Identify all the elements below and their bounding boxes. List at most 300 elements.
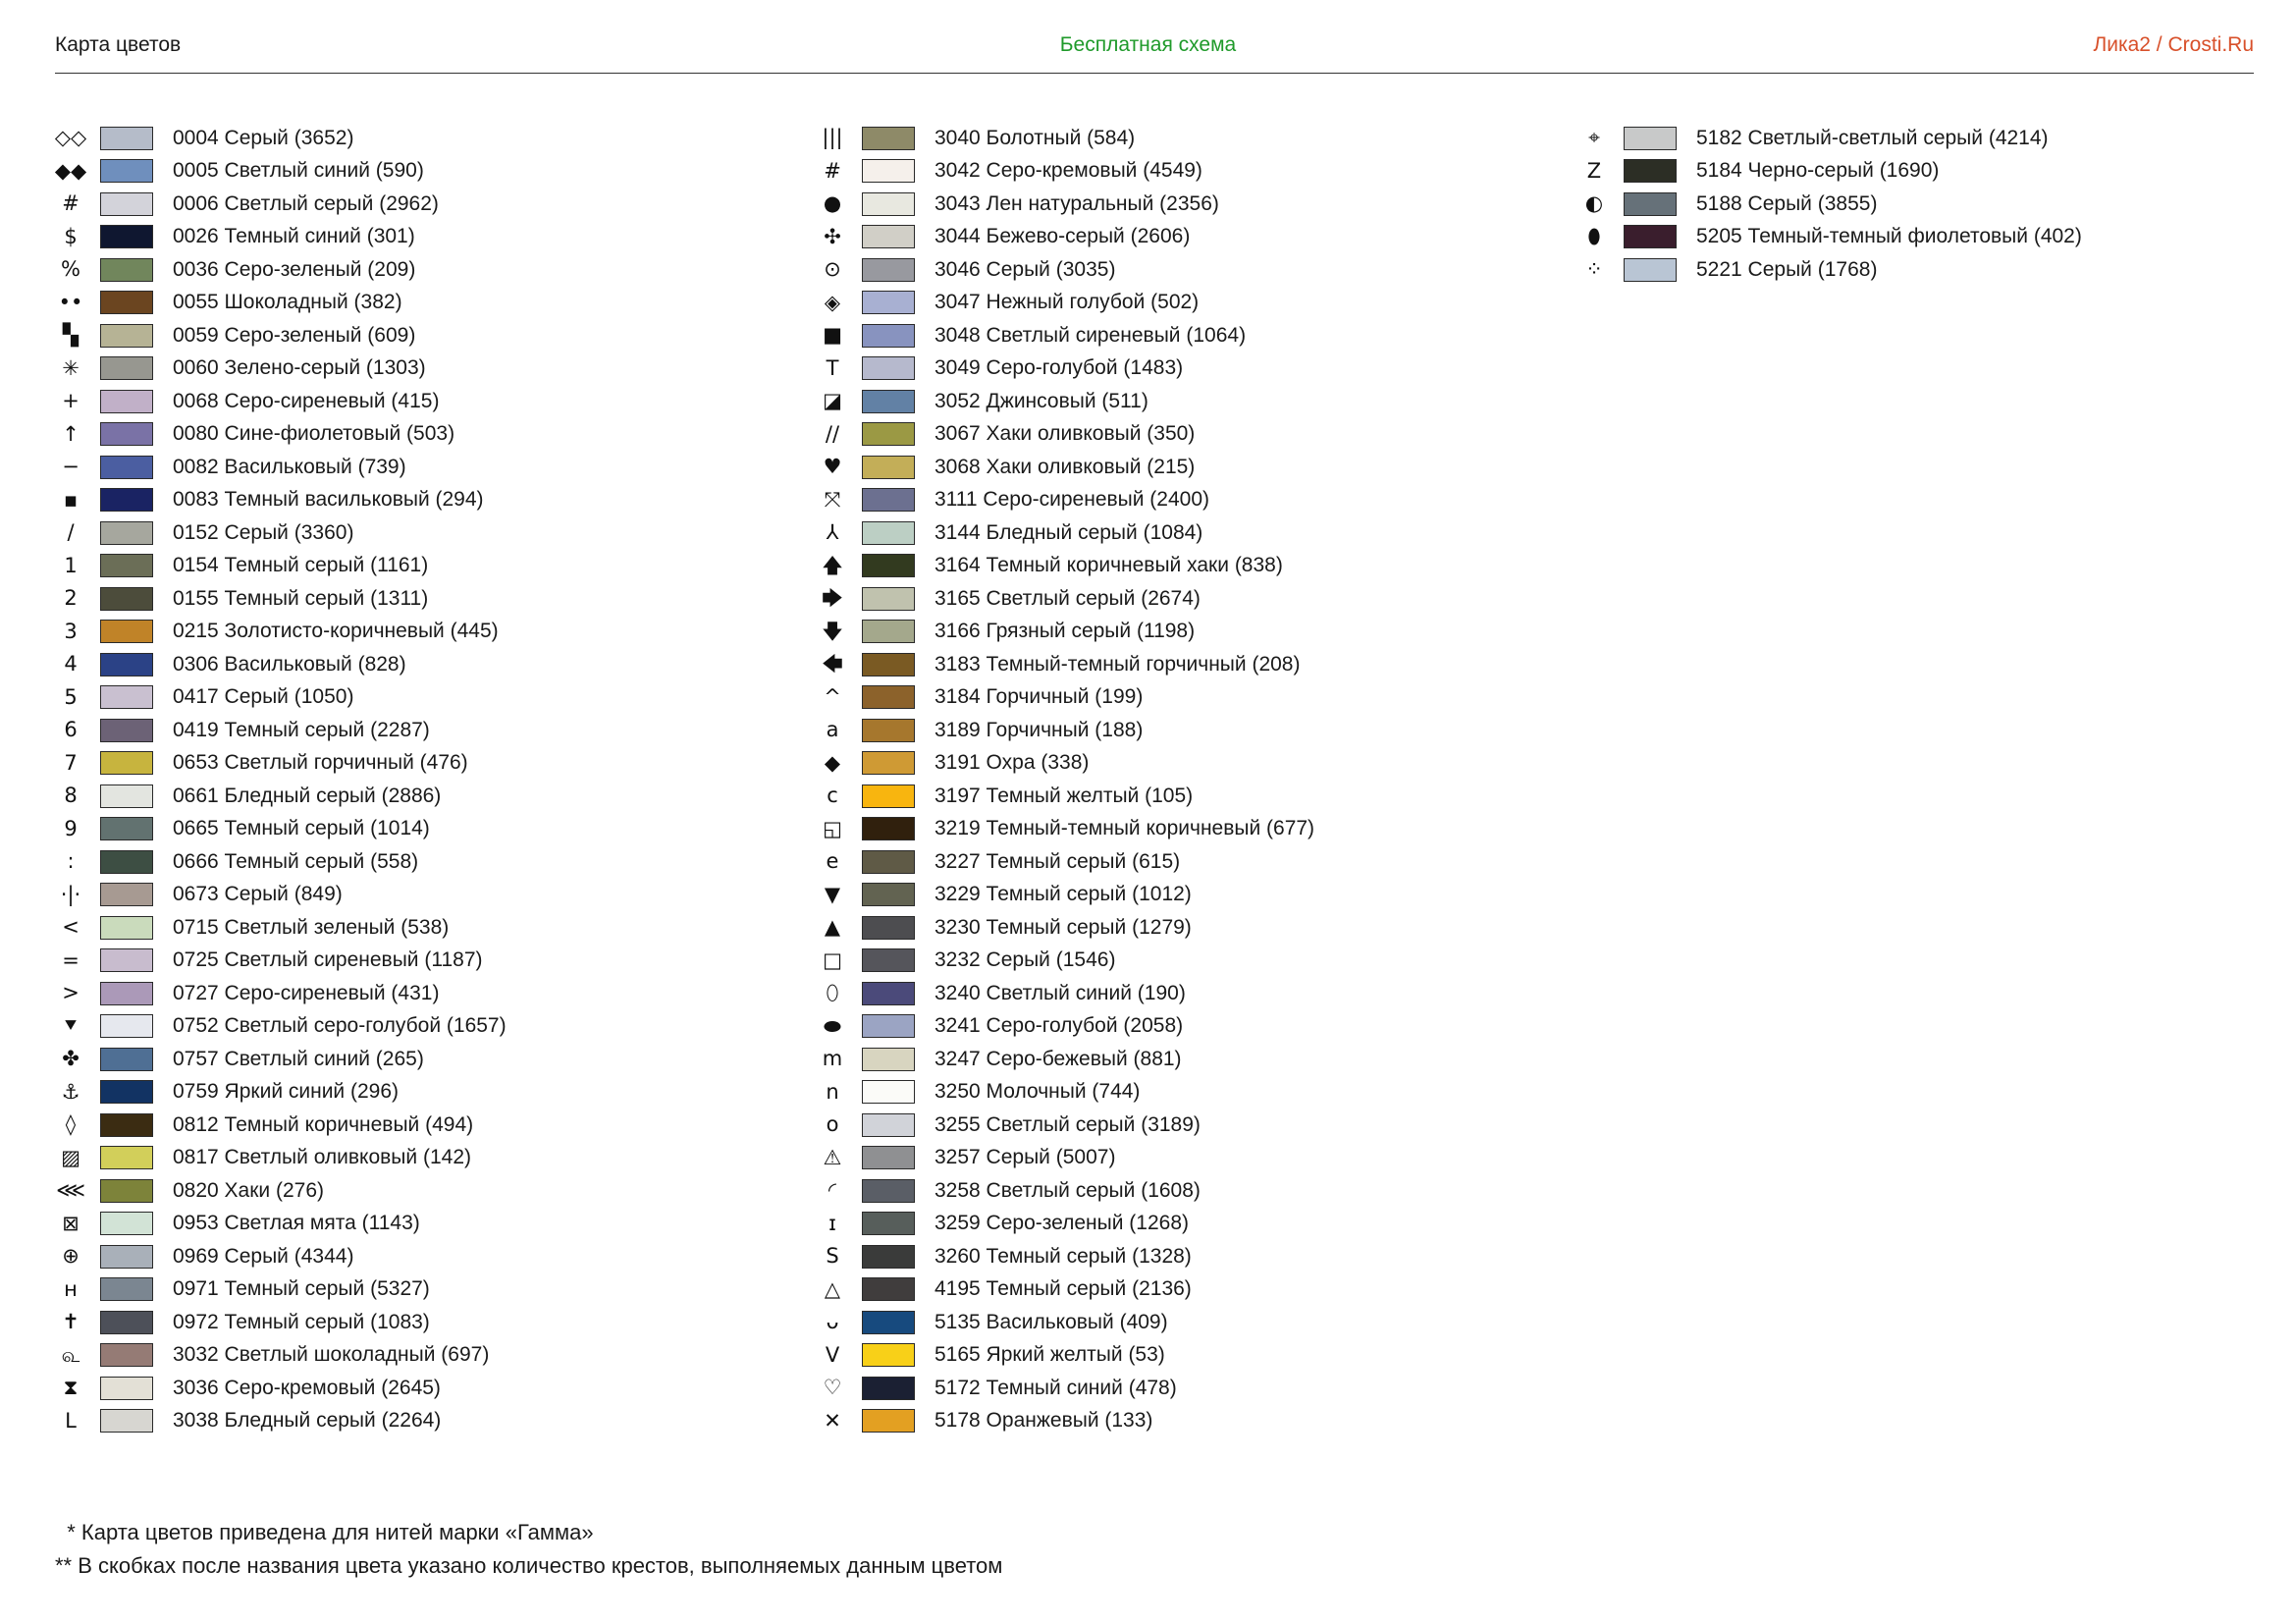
color-swatch: [862, 521, 915, 545]
stitch-symbol-icon: <: [62, 915, 80, 940]
color-label: 0953 Светлая мята (1143): [173, 1212, 420, 1235]
legend-row: [55, 845, 801, 879]
legend-row: [55, 813, 801, 846]
stitch-symbol-icon: ✳: [62, 355, 80, 380]
legend-row: [55, 747, 801, 781]
color-swatch: [100, 127, 153, 150]
legend-row: [817, 879, 1563, 912]
legend-row: [55, 253, 801, 287]
color-label: 3260 Темный серый (1328): [934, 1244, 1192, 1268]
color-label: 3040 Болотный (584): [934, 126, 1136, 149]
color-label: 3048 Светлый сиреневый (1064): [934, 323, 1247, 347]
legend-row: [817, 1273, 1563, 1307]
color-label: 0757 Светлый синий (265): [173, 1047, 424, 1070]
color-swatch: [100, 1179, 153, 1203]
color-swatch: [1624, 225, 1677, 248]
color-swatch: [862, 1179, 915, 1203]
stitch-symbol-icon: >: [62, 981, 80, 1005]
stitch-symbol-icon: ◆: [824, 750, 841, 775]
color-swatch: [100, 390, 153, 413]
stitch-symbol-icon: :: [67, 849, 75, 874]
stitch-symbol-icon: %: [61, 257, 80, 282]
color-label: 5165 Яркий желтый (53): [934, 1343, 1165, 1367]
legend-row: [817, 1142, 1563, 1175]
stitch-symbol-icon: ◈: [824, 290, 841, 314]
stitch-symbol-icon: ⬯: [826, 981, 839, 1005]
color-swatch: [100, 948, 153, 972]
color-label: 3232 Серый (1546): [934, 948, 1116, 972]
stitch-symbol-icon: ●: [823, 191, 842, 216]
legend-row: [817, 550, 1563, 583]
stitch-symbol-icon: Z: [1586, 158, 1602, 183]
color-label: 3044 Бежево-серый (2606): [934, 225, 1191, 248]
color-swatch: [862, 356, 915, 380]
color-label: 0083 Темный васильковый (294): [173, 488, 484, 512]
legend-row: [55, 418, 801, 452]
color-swatch: [100, 225, 153, 248]
stitch-symbol-icon: ✣: [824, 224, 841, 248]
color-swatch: [862, 587, 915, 611]
color-swatch: [100, 456, 153, 479]
stitch-symbol-icon: ▪: [63, 487, 79, 512]
legend-row: [817, 1306, 1563, 1339]
color-label: 0082 Васильковый (739): [173, 455, 406, 478]
color-label: 0665 Темный серый (1014): [173, 817, 430, 840]
legend-row: [55, 287, 801, 320]
footnote-1: * Карта цветов приведена для нитей марки «Гамма»: [55, 1520, 594, 1544]
color-label: 3068 Хаки оливковый (215): [934, 455, 1196, 478]
header-title: Карта цветов: [55, 33, 182, 56]
color-swatch: [862, 456, 915, 479]
stitch-symbol-icon: n: [826, 1079, 839, 1104]
stitch-symbol-icon: ◪: [823, 389, 842, 413]
legend-row: [817, 648, 1563, 681]
color-label: 3164 Темный коричневый хаки (838): [934, 554, 1283, 577]
color-label: 5188 Серый (3855): [1696, 191, 1878, 215]
stitch-symbol-icon: ⁘: [1585, 257, 1603, 282]
stitch-symbol-icon: |||: [822, 126, 843, 150]
color-swatch: [100, 258, 153, 282]
color-swatch: [862, 1245, 915, 1269]
legend-row: [817, 319, 1563, 352]
color-label: 0006 Светлый серый (2962): [173, 191, 439, 215]
legend-row: [817, 582, 1563, 616]
stitch-symbol-icon: o: [826, 1112, 839, 1137]
color-label: 0306 Васильковый (828): [173, 652, 406, 676]
color-column-2: [817, 122, 1563, 1437]
legend-row: [817, 418, 1563, 452]
legend-row: [55, 1174, 801, 1208]
color-swatch: [100, 1080, 153, 1104]
color-label: 0972 Темный серый (1083): [173, 1310, 430, 1333]
color-label: 5172 Темный синий (478): [934, 1376, 1177, 1399]
color-label: 3047 Нежный голубой (502): [934, 291, 1200, 314]
stitch-symbol-icon: ◜: [828, 1178, 837, 1203]
legend-row: [817, 1174, 1563, 1208]
legend-row: [55, 451, 801, 484]
stitch-symbol-icon: ◆◆: [54, 158, 87, 183]
color-swatch: [862, 225, 915, 248]
legend-row: [55, 714, 801, 747]
legend-row: [55, 1076, 801, 1109]
stitch-symbol-icon: ^: [824, 684, 841, 709]
color-swatch: [100, 1277, 153, 1301]
color-swatch: [862, 719, 915, 742]
legend-row: [55, 1010, 801, 1044]
legend-row: [817, 1339, 1563, 1373]
legend-row: [817, 681, 1563, 715]
legend-row: [55, 1339, 801, 1373]
color-label: 5221 Серый (1768): [1696, 257, 1878, 281]
color-swatch: [100, 620, 153, 643]
color-label: 3258 Светлый серый (1608): [934, 1178, 1201, 1202]
stitch-symbol-icon: 8: [64, 784, 78, 808]
stitch-symbol-icon: ⅄: [826, 520, 839, 545]
legend-row: [817, 1076, 1563, 1109]
legend-row: [817, 1372, 1563, 1405]
stitch-symbol-icon: △: [824, 1276, 841, 1301]
color-swatch: [100, 488, 153, 512]
stitch-symbol-icon: T: [826, 355, 839, 380]
color-label: 0812 Темный коричневый (494): [173, 1112, 474, 1136]
color-label: 3257 Серый (5007): [934, 1146, 1116, 1169]
color-label: 3197 Темный желтый (105): [934, 784, 1194, 807]
stitch-symbol-icon: ♡: [823, 1376, 842, 1400]
legend-row: [55, 911, 801, 945]
color-label: 0817 Светлый оливковый (142): [173, 1146, 471, 1169]
stitch-symbol-icon: +: [62, 389, 80, 413]
legend-row: [55, 1405, 801, 1438]
legend-row: [817, 451, 1563, 484]
legend-row: [55, 1142, 801, 1175]
color-swatch: [862, 685, 915, 709]
color-label: 3144 Бледный серый (1084): [934, 520, 1203, 544]
stitch-symbol-icon: 🡇: [822, 619, 843, 643]
legend-row: [817, 1240, 1563, 1273]
color-swatch: [100, 554, 153, 577]
color-swatch: [100, 883, 153, 906]
stitch-symbol-icon: ௳: [61, 1342, 80, 1367]
color-label: 0155 Темный серый (1311): [173, 586, 429, 610]
color-swatch: [862, 653, 915, 676]
color-label: 3241 Серо-голубой (2058): [934, 1014, 1184, 1038]
legend-row: [55, 352, 801, 386]
color-swatch: [862, 916, 915, 940]
color-label: 0759 Яркий синий (296): [173, 1080, 400, 1104]
color-label: 3036 Серо-кремовый (2645): [173, 1376, 441, 1399]
color-label: 5178 Оранжевый (133): [934, 1409, 1153, 1433]
stitch-symbol-icon: 9: [64, 816, 78, 840]
legend-row: [817, 122, 1563, 155]
color-label: 5182 Светлый-светлый серый (4214): [1696, 126, 2049, 149]
stitch-symbol-icon: ✕: [824, 1408, 841, 1433]
color-swatch: [100, 291, 153, 314]
legend-row: [817, 1208, 1563, 1241]
color-label: 5135 Васильковый (409): [934, 1310, 1168, 1333]
legend-row: [55, 977, 801, 1010]
color-swatch: [100, 850, 153, 874]
color-label: 0673 Серый (849): [173, 883, 343, 906]
stitch-symbol-icon: 7: [64, 750, 78, 775]
legend-row: [817, 945, 1563, 978]
color-label: 3032 Светлый шоколадный (697): [173, 1343, 490, 1367]
color-swatch: [862, 784, 915, 808]
stitch-symbol-icon: ✝: [62, 1310, 80, 1334]
color-label: 3042 Серо-кремовый (4549): [934, 159, 1202, 183]
stitch-symbol-icon: ⧗: [63, 1376, 79, 1400]
legend-row: [817, 1405, 1563, 1438]
legend-row: [817, 616, 1563, 649]
legend-row: [55, 122, 801, 155]
color-label: 3240 Светлый синий (190): [934, 981, 1186, 1004]
legend-row: [55, 1306, 801, 1339]
legend-row: [55, 516, 801, 550]
color-label: 0752 Светлый серо-голубой (1657): [173, 1014, 507, 1038]
stitch-symbol-icon: ♥: [823, 455, 842, 479]
color-label: 3247 Серо-бежевый (881): [934, 1047, 1182, 1070]
stitch-symbol-icon: ⬮: [1587, 224, 1601, 248]
footnotes: [55, 1516, 1002, 1583]
stitch-symbol-icon: 🡅: [822, 553, 843, 577]
color-swatch: [100, 1014, 153, 1038]
legend-row: [817, 977, 1563, 1010]
color-swatch: [862, 1277, 915, 1301]
color-swatch: [862, 982, 915, 1005]
color-label: 0152 Серый (3360): [173, 520, 354, 544]
stitch-symbol-icon: 3: [64, 619, 78, 643]
legend-row: [817, 287, 1563, 320]
color-swatch: [862, 159, 915, 183]
color-label: 3227 Темный серый (615): [934, 849, 1181, 873]
color-swatch: [862, 1212, 915, 1235]
legend-row: [55, 582, 801, 616]
stitch-symbol-icon: ⬬: [824, 1013, 841, 1038]
stitch-symbol-icon: ▲: [824, 915, 841, 940]
color-label: 3191 Охра (338): [934, 751, 1090, 775]
color-label: 3229 Темный серый (1012): [934, 883, 1192, 906]
legend-row: [55, 780, 801, 813]
stitch-symbol-icon: ·|·: [60, 882, 81, 906]
legend-row: [55, 945, 801, 978]
stitch-symbol-icon: 4: [64, 652, 78, 676]
legend-row: [55, 616, 801, 649]
color-label: 0969 Серый (4344): [173, 1244, 354, 1268]
color-label: 5205 Темный-темный фиолетовый (402): [1696, 225, 2082, 248]
color-swatch: [100, 784, 153, 808]
legend-row: [817, 188, 1563, 221]
stitch-symbol-icon: m: [822, 1047, 843, 1071]
color-label: 0725 Светлый сиреневый (1187): [173, 948, 483, 972]
color-swatch: [862, 1311, 915, 1334]
legend-row: [55, 221, 801, 254]
stitch-symbol-icon: ••: [58, 290, 83, 314]
legend-row: [55, 1273, 801, 1307]
legend-row: [55, 188, 801, 221]
color-swatch: [862, 1343, 915, 1367]
color-swatch: [862, 620, 915, 643]
color-swatch: [862, 488, 915, 512]
color-swatch: [100, 1377, 153, 1400]
legend-row: [1578, 253, 2296, 287]
color-swatch: [100, 982, 153, 1005]
legend-row: [817, 352, 1563, 386]
color-label: 0419 Темный серый (2287): [173, 718, 430, 741]
legend-row: [817, 911, 1563, 945]
stitch-symbol-icon: н: [64, 1276, 78, 1301]
stitch-symbol-icon: 2: [64, 586, 78, 611]
color-swatch: [100, 521, 153, 545]
color-label: 0080 Сине-фиолетовый (503): [173, 422, 455, 446]
color-label: 3043 Лен натуральный (2356): [934, 191, 1219, 215]
stitch-symbol-icon: ᴗ: [826, 1310, 839, 1334]
stitch-symbol-icon: 1: [64, 553, 78, 577]
legend-row: [55, 648, 801, 681]
stitch-symbol-icon: ✤: [62, 1047, 80, 1071]
color-swatch: [100, 1048, 153, 1071]
color-swatch: [862, 554, 915, 577]
color-swatch: [862, 751, 915, 775]
color-label: 0661 Бледный серый (2886): [173, 784, 442, 807]
legend-row: [55, 319, 801, 352]
color-swatch: [100, 719, 153, 742]
legend-row: [55, 879, 801, 912]
stitch-symbol-icon: ⌖: [1588, 126, 1600, 150]
color-swatch: [862, 817, 915, 840]
color-swatch: [100, 685, 153, 709]
legend-row: [55, 1240, 801, 1273]
color-swatch: [862, 1409, 915, 1433]
color-label: 0005 Светлый синий (590): [173, 159, 424, 183]
color-swatch: [862, 324, 915, 348]
stitch-symbol-icon: ▨: [61, 1145, 80, 1169]
color-label: 5184 Черно-серый (1690): [1696, 159, 1940, 183]
legend-row: [817, 845, 1563, 879]
color-label: 0059 Серо-зеленый (609): [173, 323, 416, 347]
stitch-symbol-icon: 6: [64, 718, 78, 742]
color-label: 3052 Джинсовый (511): [934, 389, 1148, 412]
color-label: 3165 Светлый серый (2674): [934, 586, 1201, 610]
color-swatch: [862, 1014, 915, 1038]
color-label: 0417 Серый (1050): [173, 685, 354, 709]
color-swatch: [862, 1113, 915, 1137]
stitch-symbol-icon: c: [827, 784, 838, 808]
color-swatch: [100, 192, 153, 216]
color-swatch: [1624, 159, 1677, 183]
legend-row: [55, 385, 801, 418]
legend-row: [1578, 188, 2296, 221]
color-label: 3230 Темный серый (1279): [934, 915, 1192, 939]
stitch-symbol-icon: ↑: [62, 421, 80, 446]
legend-row: [817, 516, 1563, 550]
color-label: 3219 Темный-темный коричневый (677): [934, 817, 1315, 840]
color-column-1: [55, 122, 801, 1437]
legend-row: [817, 484, 1563, 517]
legend-row: [55, 1043, 801, 1076]
stitch-symbol-icon: ■: [823, 323, 842, 348]
color-label: 0215 Золотисто-коричневый (445): [173, 620, 499, 643]
stitch-symbol-icon: e: [826, 849, 839, 874]
color-swatch: [862, 1377, 915, 1400]
color-label: 3067 Хаки оливковый (350): [934, 422, 1196, 446]
stitch-symbol-icon: S: [826, 1244, 839, 1269]
color-swatch: [100, 324, 153, 348]
stitch-symbol-icon: ◇◇: [54, 126, 87, 150]
stitch-symbol-icon: ⊕: [62, 1244, 80, 1269]
legend-row: [55, 550, 801, 583]
color-swatch: [862, 258, 915, 282]
color-swatch: [100, 1409, 153, 1433]
color-label: 0820 Хаки (276): [173, 1178, 325, 1202]
color-swatch: [100, 817, 153, 840]
color-column-3: [1578, 122, 2296, 287]
color-label: 0068 Серо-сиреневый (415): [173, 389, 440, 412]
color-swatch: [100, 587, 153, 611]
color-label: 0060 Зелено-серый (1303): [173, 356, 426, 380]
color-swatch: [862, 291, 915, 314]
color-label: 3255 Светлый серый (3189): [934, 1112, 1201, 1136]
color-label: 0727 Серо-сиреневый (431): [173, 981, 440, 1004]
stitch-symbol-icon: /: [67, 520, 75, 545]
color-label: 3259 Серо-зеленый (1268): [934, 1212, 1190, 1235]
stitch-symbol-icon: =: [62, 947, 80, 972]
color-swatch: [862, 1048, 915, 1071]
legend-row: [1578, 155, 2296, 189]
color-label: 0036 Серо-зеленый (209): [173, 257, 416, 281]
stitch-symbol-icon: L: [65, 1408, 77, 1433]
stitch-symbol-icon: ⯆: [62, 1013, 80, 1038]
legend-row: [817, 385, 1563, 418]
legend-row: [817, 780, 1563, 813]
stitch-symbol-icon: 5: [64, 684, 78, 709]
stitch-symbol-icon: ⤧: [824, 487, 841, 512]
color-swatch: [100, 1311, 153, 1334]
legend-row: [55, 681, 801, 715]
legend-row: [1578, 122, 2296, 155]
stitch-symbol-icon: a: [826, 718, 839, 742]
color-swatch: [862, 192, 915, 216]
color-label: 3250 Молочный (744): [934, 1080, 1141, 1104]
stitch-symbol-icon: V: [825, 1342, 840, 1367]
stitch-symbol-icon: $: [64, 224, 78, 248]
legend-row: [55, 1109, 801, 1142]
legend-row: [817, 1043, 1563, 1076]
legend-row: [55, 484, 801, 517]
stitch-symbol-icon: ◐: [1584, 191, 1604, 216]
color-swatch: [100, 422, 153, 446]
color-swatch: [862, 883, 915, 906]
color-label: 3189 Горчичный (188): [934, 718, 1144, 741]
color-swatch: [862, 422, 915, 446]
color-label: 3184 Горчичный (199): [934, 685, 1144, 709]
header-divider: [55, 73, 2254, 74]
color-swatch: [100, 159, 153, 183]
color-swatch: [100, 916, 153, 940]
stitch-symbol-icon: 🡆: [822, 586, 843, 611]
color-label: 3046 Серый (3035): [934, 257, 1116, 281]
color-label: 0971 Темный серый (5327): [173, 1277, 430, 1301]
color-label: 0653 Светлый горчичный (476): [173, 751, 468, 775]
legend-row: [55, 155, 801, 189]
color-swatch: [100, 1245, 153, 1269]
color-swatch: [862, 127, 915, 150]
legend-row: [1578, 221, 2296, 254]
color-swatch: [862, 390, 915, 413]
legend-row: [817, 747, 1563, 781]
color-swatch: [100, 1146, 153, 1169]
legend-row: [817, 1010, 1563, 1044]
color-swatch: [100, 1212, 153, 1235]
legend-row: [55, 1208, 801, 1241]
